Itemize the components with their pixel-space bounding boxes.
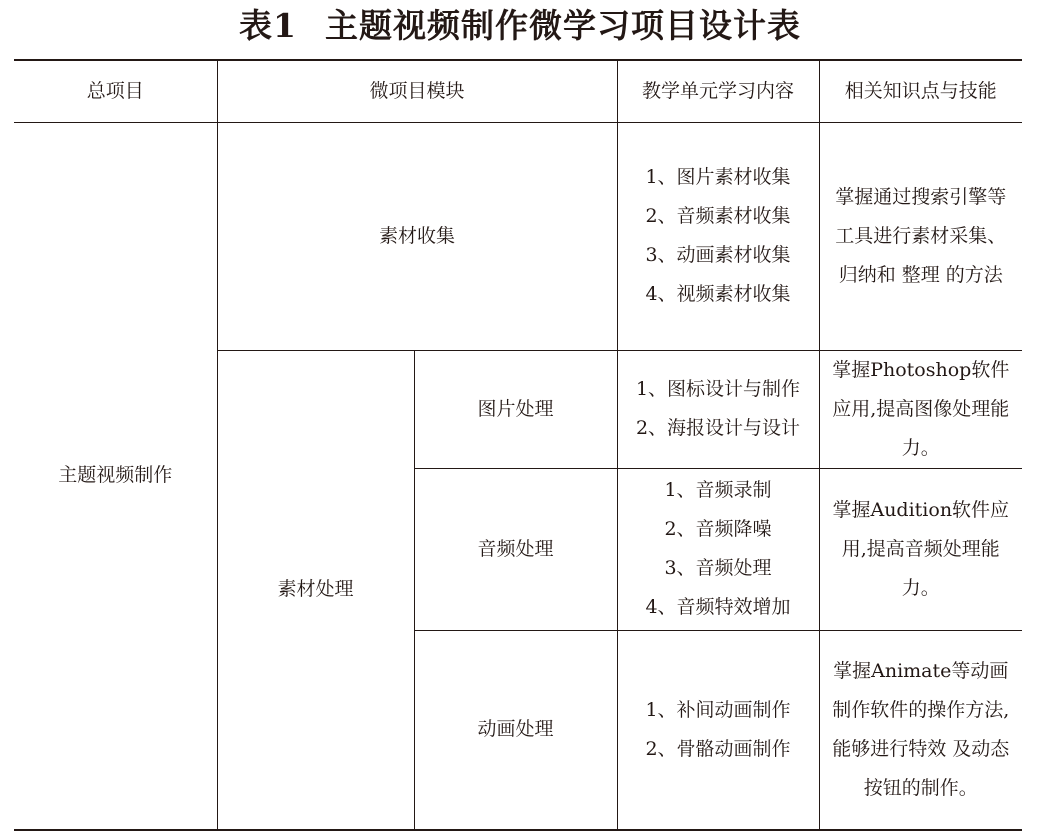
module-cell: 素材收集 bbox=[217, 122, 617, 350]
table-number: 表1 bbox=[239, 6, 297, 45]
header-cell: 相关知识点与技能 bbox=[819, 60, 1022, 122]
content-line: 1、图片素材收集 bbox=[645, 166, 791, 188]
project-cell: 主题视频制作 bbox=[14, 122, 217, 830]
header-row bbox=[14, 60, 1022, 122]
header-cell: 总项目 bbox=[14, 60, 217, 122]
content-line: 3、动画素材收集 bbox=[645, 244, 791, 266]
table-caption bbox=[0, 4, 1040, 48]
content-line: 2、海报设计与设计 bbox=[635, 417, 801, 439]
content-cell bbox=[617, 122, 819, 350]
content-cell bbox=[617, 350, 819, 468]
skills-cell: 掌握Audition软件应用,提高音频处理能力。 bbox=[819, 468, 1022, 630]
content-line: 2、音频素材收集 bbox=[645, 205, 791, 227]
table-row bbox=[14, 122, 1022, 350]
skills-cell: 掌握通过搜索引擎等工具进行素材采集、归纳和 整理 的方法 bbox=[819, 122, 1022, 350]
content-cell bbox=[617, 630, 819, 830]
content-line: 1、补间动画制作 bbox=[645, 698, 791, 721]
skills-cell: 掌握Photoshop软件应用,提高图像处理能力。 bbox=[819, 350, 1022, 468]
content-line: 2、音频降噪 bbox=[664, 518, 772, 540]
content-cell bbox=[617, 468, 819, 630]
content-line: 3、音频处理 bbox=[664, 557, 772, 579]
header-cell: 教学单元学习内容 bbox=[617, 60, 819, 122]
content-line: 4、视频素材收集 bbox=[645, 283, 791, 305]
content-line: 2、骨骼动画制作 bbox=[645, 737, 791, 760]
module-cell: 音频处理 bbox=[414, 468, 617, 630]
content-line: 1、音频录制 bbox=[664, 479, 772, 501]
content-line: 1、图标设计与制作 bbox=[635, 378, 801, 400]
group-cell: 素材处理 bbox=[217, 350, 414, 830]
content-line: 4、音频特效增加 bbox=[645, 596, 791, 618]
header-cell: 微项目模块 bbox=[217, 60, 617, 122]
design-table bbox=[14, 59, 1022, 831]
module-cell: 图片处理 bbox=[414, 350, 617, 468]
table-title: 主题视频制作微学习项目设计表 bbox=[324, 6, 801, 45]
module-cell: 动画处理 bbox=[414, 630, 617, 830]
skills-cell: 掌握Animate等动画制作软件的操作方法,能够进行特效 及动态按钮的制作。 bbox=[819, 630, 1022, 830]
